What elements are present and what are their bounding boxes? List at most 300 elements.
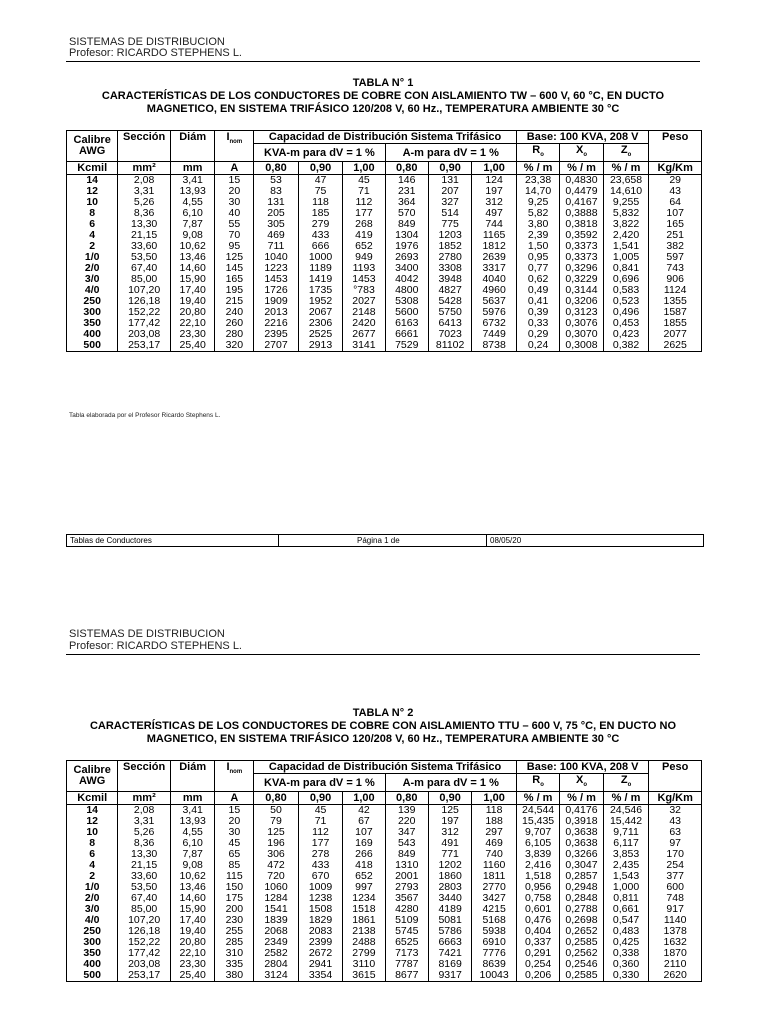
- table-cell: 8,36: [118, 838, 171, 849]
- table-cell: 253,17: [118, 970, 171, 982]
- table-cell: 95: [215, 241, 254, 252]
- col-unit-kgkm-text: Kg/Km: [657, 792, 693, 805]
- table-cell: 433: [298, 230, 343, 241]
- table-cell: 0,476: [516, 915, 559, 926]
- table-row: [67, 970, 702, 982]
- table-cell: 2110: [649, 959, 702, 970]
- col-calibre: [67, 131, 118, 162]
- table-cell: 3,31: [118, 816, 171, 827]
- table-cell: 7529: [385, 340, 428, 352]
- table-cell: 4042: [385, 274, 428, 285]
- table-cell: 1419: [298, 274, 343, 285]
- table-row: [67, 893, 702, 904]
- col-pf-kva-090-text: 0,90: [309, 162, 332, 175]
- table-cell: 0,2948: [560, 882, 603, 893]
- table-cell: 0,382: [603, 340, 649, 352]
- table-cell: 997: [343, 882, 385, 893]
- table-cell: 3400: [385, 263, 428, 274]
- table-cell: 0,337: [516, 937, 559, 948]
- table2-header: [67, 761, 702, 805]
- col-a-m-text: A-m para dV = 1 %: [402, 146, 499, 159]
- table-cell: 251: [649, 230, 702, 241]
- table-cell: 0,41: [516, 296, 559, 307]
- table-cell: 1811: [472, 871, 517, 882]
- table-cell: 250: [67, 296, 118, 307]
- col-x-text: X: [575, 774, 584, 786]
- col-unit-mm2-text: mm²: [132, 162, 156, 175]
- col-pf-kva-100-text: 1,00: [353, 792, 375, 805]
- table-cell: 55: [215, 219, 254, 230]
- table-cell: 3,31: [118, 186, 171, 197]
- col-unit-x: [560, 162, 603, 175]
- col-pf-a-090-text: 0,90: [439, 162, 461, 175]
- table-cell: 8: [67, 838, 118, 849]
- table-cell: 2399: [298, 937, 343, 948]
- table-cell: 115: [215, 871, 254, 882]
- table-cell: 597: [649, 252, 702, 263]
- table-cell: 23,658: [603, 175, 649, 187]
- table-cell: 312: [472, 197, 517, 208]
- col-x-subscript: o: [583, 152, 587, 159]
- table-cell: 5976: [472, 307, 517, 318]
- col-pf-a-100: [472, 792, 517, 805]
- table-cell: 491: [428, 838, 471, 849]
- table-cell: 5,82: [516, 208, 559, 219]
- table-cell: 4215: [472, 904, 517, 915]
- table-row: [67, 871, 702, 882]
- table-cell: 469: [472, 838, 517, 849]
- table-cell: 472: [254, 860, 299, 871]
- table-cell: 0,3070: [560, 329, 603, 340]
- table-cell: 53,50: [118, 252, 171, 263]
- footer-date: 08/05/20: [490, 536, 522, 545]
- table-cell: 3/0: [67, 274, 118, 285]
- table-cell: 6,10: [170, 838, 215, 849]
- col-diametro: [170, 761, 215, 792]
- table-cell: 0,2848: [560, 893, 603, 904]
- table-cell: 0,811: [603, 893, 649, 904]
- table1-number: TABLA N° 1: [352, 77, 414, 89]
- table-cell: 30: [215, 827, 254, 838]
- col-kva-m: [254, 144, 385, 162]
- col-peso-text: Peso: [662, 761, 689, 773]
- table-cell: 3,853: [603, 849, 649, 860]
- table-cell: 335: [215, 959, 254, 970]
- table-cell: 50: [254, 805, 299, 817]
- table-cell: 4040: [472, 274, 517, 285]
- table-cell: 600: [649, 882, 702, 893]
- table-cell: 0,95: [516, 252, 559, 263]
- col-calibre-text: Calibre: [73, 134, 111, 147]
- table-cell: 1203: [428, 230, 471, 241]
- table-cell: 2625: [649, 340, 702, 352]
- table-cell: 775: [428, 219, 471, 230]
- table-cell: 0,2788: [560, 904, 603, 915]
- table-cell: 1,518: [516, 871, 559, 882]
- header-rule: [66, 61, 700, 62]
- col-pf-kva-080: [254, 162, 299, 175]
- col-capacidad-text: Capacidad de Distribución Sistema Trifásico: [268, 131, 502, 143]
- table-cell: 0,2698: [560, 915, 603, 926]
- table-cell: 4/0: [67, 915, 118, 926]
- table-cell: 0,3266: [560, 849, 603, 860]
- table-cell: 6,10: [170, 208, 215, 219]
- table-cell: 0,3638: [560, 838, 603, 849]
- table-cell: 0,360: [603, 959, 649, 970]
- table-row: [67, 197, 702, 208]
- table-cell: 13,30: [118, 849, 171, 860]
- table-cell: 380: [215, 970, 254, 982]
- table-cell: 9,711: [603, 827, 649, 838]
- col-inom-subscript: nom: [229, 139, 243, 146]
- table-cell: 720: [254, 871, 299, 882]
- table-row: [67, 296, 702, 307]
- table-cell: 0,254: [516, 959, 559, 970]
- col-x-text: X: [575, 144, 584, 156]
- table-cell: 514: [428, 208, 471, 219]
- table-cell: 195: [215, 285, 254, 296]
- table-cell: 25,40: [170, 970, 215, 982]
- col-x: [560, 144, 603, 162]
- table-cell: 152,22: [118, 307, 171, 318]
- table-cell: 5,832: [603, 208, 649, 219]
- table-cell: 5786: [428, 926, 471, 937]
- table-cell: 85,00: [118, 274, 171, 285]
- table-cell: 3,822: [603, 219, 649, 230]
- table-cell: 7776: [472, 948, 517, 959]
- table-cell: 71: [298, 816, 343, 827]
- table-cell: 1304: [385, 230, 428, 241]
- table-cell: 6: [67, 219, 118, 230]
- table-cell: 3615: [343, 970, 385, 982]
- table-cell: 9317: [428, 970, 471, 982]
- table-cell: 2488: [343, 937, 385, 948]
- table-cell: 1060: [254, 882, 299, 893]
- table-row: [67, 208, 702, 219]
- table-cell: 2/0: [67, 893, 118, 904]
- table-cell: 419: [343, 230, 385, 241]
- table2-number: TABLA N° 2: [352, 707, 414, 719]
- col-pf-kva-100: [343, 162, 385, 175]
- table1-body: [67, 175, 702, 352]
- table-cell: 0,425: [603, 937, 649, 948]
- header-rule-page2: [66, 654, 700, 655]
- table-cell: 0,33: [516, 318, 559, 329]
- table-cell: 250: [67, 926, 118, 937]
- table-cell: 0,29: [516, 329, 559, 340]
- col-kcmil-text: Kcmil: [77, 162, 108, 175]
- col-seccion: [118, 131, 171, 162]
- table-cell: 1355: [649, 296, 702, 307]
- col-unit-mm-text: mm: [182, 162, 203, 175]
- table-cell: 0,3206: [560, 296, 603, 307]
- table-cell: 231: [385, 186, 428, 197]
- table-cell: 1812: [472, 241, 517, 252]
- table-cell: 310: [215, 948, 254, 959]
- table-cell: 1518: [343, 904, 385, 915]
- table-cell: 2770: [472, 882, 517, 893]
- table-cell: 2582: [254, 948, 299, 959]
- col-pf-kva-090-text: 0,90: [309, 792, 332, 805]
- table-cell: 15,435: [516, 816, 559, 827]
- table-cell: 5938: [472, 926, 517, 937]
- table2-body: [67, 805, 702, 982]
- table-cell: 0,330: [603, 970, 649, 982]
- table-cell: 175: [215, 893, 254, 904]
- table-cell: 97: [649, 838, 702, 849]
- table-cell: 0,496: [603, 307, 649, 318]
- table-row: [67, 827, 702, 838]
- table-cell: 0,2652: [560, 926, 603, 937]
- table-cell: 85,00: [118, 904, 171, 915]
- col-pf-kva-080: [254, 792, 299, 805]
- table-cell: 0,338: [603, 948, 649, 959]
- col-capacidad-text: Capacidad de Distribución Sistema Trifásico: [268, 761, 502, 773]
- table-cell: 118: [472, 805, 517, 817]
- table-cell: 1909: [254, 296, 299, 307]
- table-cell: 124: [472, 175, 517, 187]
- col-peso: [649, 761, 702, 792]
- col-diametro-text: Diám: [179, 761, 207, 773]
- table-cell: 22,10: [170, 948, 215, 959]
- table-cell: 2803: [428, 882, 471, 893]
- table-cell: 0,62: [516, 274, 559, 285]
- col-pf-a-080-text: 0,80: [396, 162, 418, 175]
- table-cell: 2027: [343, 296, 385, 307]
- table-cell: 3948: [428, 274, 471, 285]
- col-capacidad: [254, 761, 517, 774]
- col-r: [516, 774, 559, 792]
- table-cell: 1140: [649, 915, 702, 926]
- table-cell: 0,3144: [560, 285, 603, 296]
- table-cell: 12: [67, 186, 118, 197]
- table-cell: 0,601: [516, 904, 559, 915]
- table-cell: 126,18: [118, 926, 171, 937]
- table-cell: 1234: [343, 893, 385, 904]
- table-cell: 2620: [649, 970, 702, 982]
- col-peso: [649, 131, 702, 162]
- table-cell: 670: [298, 871, 343, 882]
- table-cell: 4: [67, 860, 118, 871]
- table-cell: 300: [67, 937, 118, 948]
- table-cell: 4827: [428, 285, 471, 296]
- table-row: [67, 230, 702, 241]
- table-cell: 1587: [649, 307, 702, 318]
- table-cell: 29: [649, 175, 702, 187]
- table-cell: 7173: [385, 948, 428, 959]
- table-cell: 220: [385, 816, 428, 827]
- table-cell: 205: [254, 208, 299, 219]
- table-cell: 2: [67, 871, 118, 882]
- table-cell: 32: [649, 805, 702, 817]
- table-cell: 197: [428, 816, 471, 827]
- table-cell: 177: [298, 838, 343, 849]
- col-unit-a: [215, 162, 254, 175]
- col-awg-text: AWG: [79, 145, 106, 158]
- table-cell: 107: [649, 208, 702, 219]
- table-cell: 7421: [428, 948, 471, 959]
- table-cell: 2804: [254, 959, 299, 970]
- table-cell: 254: [649, 860, 702, 871]
- table-cell: 1238: [298, 893, 343, 904]
- table-cell: 2,435: [603, 860, 649, 871]
- table-cell: 1000: [298, 252, 343, 263]
- table-cell: 418: [343, 860, 385, 871]
- table-cell: 320: [215, 340, 254, 352]
- table-cell: 6,105: [516, 838, 559, 849]
- col-kcmil: [67, 162, 118, 175]
- col-r-text: R: [532, 144, 541, 156]
- table-cell: 1040: [254, 252, 299, 263]
- table-cell: 350: [67, 318, 118, 329]
- table-cell: 2,08: [118, 175, 171, 187]
- table-cell: 24,546: [603, 805, 649, 817]
- table-cell: 6163: [385, 318, 428, 329]
- table-cell: 64: [649, 197, 702, 208]
- table-cell: 1735: [298, 285, 343, 296]
- table-cell: 740: [472, 849, 517, 860]
- table-cell: 3308: [428, 263, 471, 274]
- col-kva-m-text: KVA-m para dV = 1 %: [264, 146, 375, 159]
- table-cell: 2693: [385, 252, 428, 263]
- col-pf-kva-080-text: 0,80: [265, 162, 287, 175]
- table-cell: 2677: [343, 329, 385, 340]
- table-cell: 0,4167: [560, 197, 603, 208]
- conductor-table-2: [66, 760, 702, 982]
- col-inom: [215, 761, 254, 792]
- table-cell: 152,22: [118, 937, 171, 948]
- table-cell: 6661: [385, 329, 428, 340]
- table-cell: 8,36: [118, 208, 171, 219]
- table-cell: 7787: [385, 959, 428, 970]
- table-cell: 75: [298, 186, 343, 197]
- table-cell: 3,80: [516, 219, 559, 230]
- table-cell: 200: [215, 904, 254, 915]
- table-cell: 0,3592: [560, 230, 603, 241]
- col-pf-a-090-text: 0,90: [439, 792, 461, 805]
- table-cell: 2941: [298, 959, 343, 970]
- table-cell: 10: [67, 197, 118, 208]
- col-z-subscript: o: [627, 782, 632, 789]
- table-cell: 5750: [428, 307, 471, 318]
- col-unit-kgkm: [649, 162, 702, 175]
- table-cell: 23,30: [170, 329, 215, 340]
- table-cell: 150: [215, 882, 254, 893]
- table-cell: 45: [215, 838, 254, 849]
- table-cell: 125: [215, 252, 254, 263]
- table-cell: 400: [67, 959, 118, 970]
- table-cell: 2639: [472, 252, 517, 263]
- table-cell: 3141: [343, 340, 385, 352]
- course-title-page2: SISTEMAS DE DISTRIBUCION: [69, 628, 225, 640]
- col-calibre: [67, 761, 118, 792]
- table-cell: 2420: [343, 318, 385, 329]
- table-cell: 8639: [472, 959, 517, 970]
- table-cell: 30: [215, 197, 254, 208]
- table2-title-line1: CARACTERÍSTICAS DE LOS CONDUCTORES DE COBRE CON AISLAMIENTO TTU – 600 V, 75 °C, EN DUCTO NO: [89, 720, 677, 732]
- col-seccion: [118, 761, 171, 792]
- table-cell: 19,40: [170, 296, 215, 307]
- table-cell: 3440: [428, 893, 471, 904]
- table-cell: 207: [428, 186, 471, 197]
- table-cell: 107,20: [118, 915, 171, 926]
- table-cell: 0,547: [603, 915, 649, 926]
- col-unit-z: [603, 162, 649, 175]
- table-cell: 1861: [343, 915, 385, 926]
- table-cell: 3427: [472, 893, 517, 904]
- table-cell: 0,758: [516, 893, 559, 904]
- table-cell: 8738: [472, 340, 517, 352]
- table-cell: 305: [254, 219, 299, 230]
- table-cell: 21,15: [118, 230, 171, 241]
- table-cell: 350: [67, 948, 118, 959]
- table-cell: 1541: [254, 904, 299, 915]
- table-cell: 306: [254, 849, 299, 860]
- table-row: [67, 915, 702, 926]
- footer-doc-name: Tablas de Conductores: [67, 535, 279, 546]
- table-cell: 8169: [428, 959, 471, 970]
- col-inom-subscript: nom: [229, 769, 243, 776]
- table-cell: 3124: [254, 970, 299, 982]
- table-row: [67, 263, 702, 274]
- table-cell: 20,80: [170, 937, 215, 948]
- col-z: [603, 144, 649, 162]
- table-cell: 63: [649, 827, 702, 838]
- table-cell: 43: [649, 816, 702, 827]
- table-cell: 744: [472, 219, 517, 230]
- table-cell: 112: [298, 827, 343, 838]
- table-cell: 126,18: [118, 296, 171, 307]
- table-cell: 2001: [385, 871, 428, 882]
- table-cell: 6413: [428, 318, 471, 329]
- table-cell: 107,20: [118, 285, 171, 296]
- table-cell: 23,38: [516, 175, 559, 187]
- table-cell: 1,50: [516, 241, 559, 252]
- table-cell: 131: [254, 197, 299, 208]
- table-cell: 2793: [385, 882, 428, 893]
- table-cell: 23,30: [170, 959, 215, 970]
- table-cell: 13,93: [170, 186, 215, 197]
- col-pf-a-090: [428, 792, 471, 805]
- table-row: [67, 805, 702, 817]
- col-a-m: [385, 144, 516, 162]
- table-cell: 0,2857: [560, 871, 603, 882]
- table-cell: 382: [649, 241, 702, 252]
- table-row: [67, 219, 702, 230]
- table-cell: 67,40: [118, 893, 171, 904]
- table-cell: 15: [215, 175, 254, 187]
- col-pf-a-080: [385, 792, 428, 805]
- table-cell: 33,60: [118, 241, 171, 252]
- table-cell: 53: [254, 175, 299, 187]
- table-cell: 5109: [385, 915, 428, 926]
- table-row: [67, 948, 702, 959]
- table1-header: [67, 131, 702, 175]
- table-row: [67, 307, 702, 318]
- table-row: [67, 252, 702, 263]
- table-row: [67, 926, 702, 937]
- table-cell: 7,87: [170, 849, 215, 860]
- table-cell: 42: [343, 805, 385, 817]
- col-pf-kva-100-text: 1,00: [353, 162, 375, 175]
- table-cell: 1/0: [67, 252, 118, 263]
- table-cell: 203,08: [118, 959, 171, 970]
- table-cell: 253,17: [118, 340, 171, 352]
- table-cell: 203,08: [118, 329, 171, 340]
- table-cell: 14,70: [516, 186, 559, 197]
- table-cell: 2780: [428, 252, 471, 263]
- col-inom-text: I: [226, 761, 230, 773]
